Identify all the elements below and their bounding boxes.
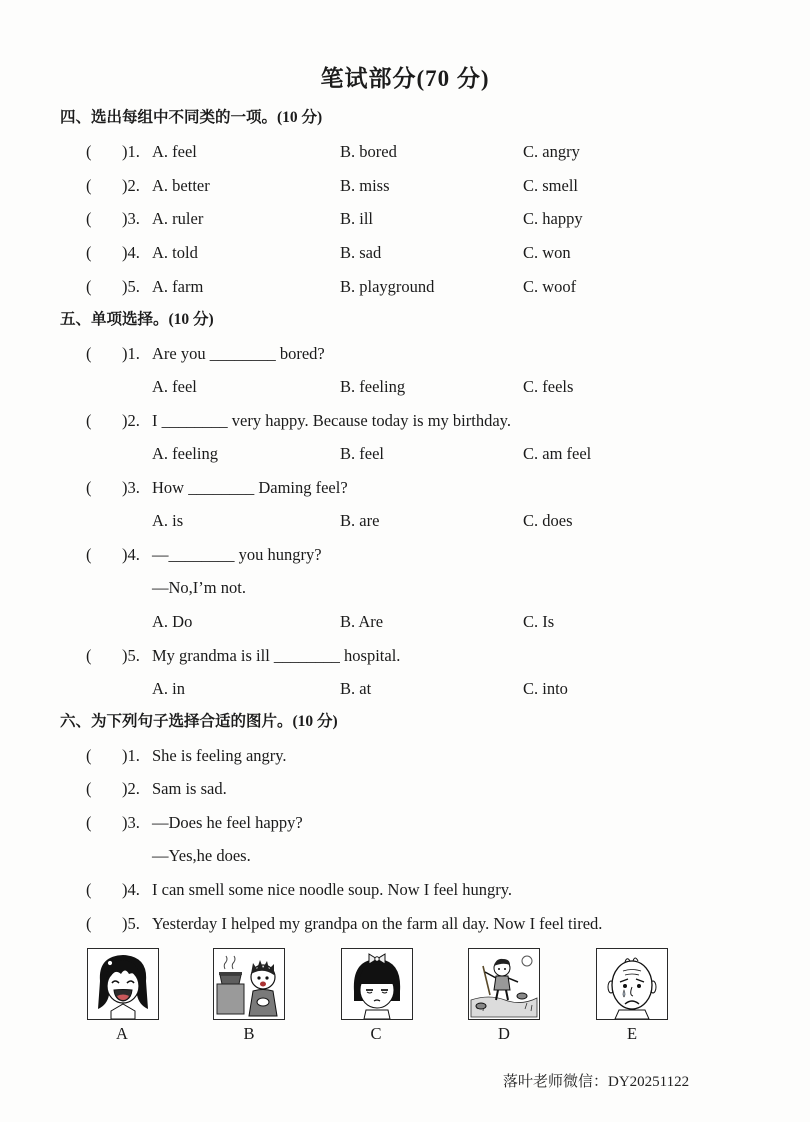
option-a: A. ruler [152,209,204,228]
question-num: 1. [127,746,140,765]
answer-bracket-open: ( [86,209,92,228]
question-number [122,175,140,197]
question-num: 4. [127,243,140,262]
picture-c [341,948,413,1020]
option-a: A. in [152,679,185,698]
question-number [122,343,140,365]
answer-bracket-open: ( [86,142,92,161]
option-c: C. won [523,243,571,262]
answer-bracket-open: ( [86,478,92,497]
question-num: 4. [127,880,140,899]
option-c: C. smell [523,176,579,195]
sad-old-man-illustration [597,949,667,1019]
s4-question-1 [0,141,810,163]
question-stem: —Does he feel happy? [152,813,303,832]
question-number [122,477,140,499]
answer-bracket-close: ) [122,646,128,665]
question-stem: Sam is sad. [152,779,227,798]
s5-question-4-reply [0,577,810,599]
question-num: 2. [127,779,140,798]
option-a: A. feeling [152,444,218,463]
question-stem: Yesterday I helped my grandpa on the farm all day. Now I feel tired. [152,914,603,933]
answer-bracket-close: ) [122,176,128,195]
question-number [122,645,140,667]
question-num: 3. [127,209,140,228]
question-num: 3. [127,478,140,497]
answer-bracket-open: ( [86,813,92,832]
s5-question-3-options [0,510,810,532]
answer-bracket-close: ) [122,779,128,798]
question-num: 1. [127,344,140,363]
option-b: B. sad [340,243,382,262]
question-number [122,544,140,566]
s6-question-2 [0,778,810,800]
question-stem: I ________ very happy. Because today is my birthday. [152,411,511,430]
section-6-heading: 六、为下列句子选择合适的图片。(10 分) [60,713,338,730]
s5-question-5 [0,645,810,667]
s6-question-1 [0,745,810,767]
question-number [122,410,140,432]
option-a: A. Do [152,612,193,631]
question-number [122,208,140,230]
option-c: C. am feel [523,444,592,463]
question-num: 5. [127,646,140,665]
hungry-boy-illustration [214,949,284,1019]
answer-bracket-open: ( [86,746,92,765]
answer-bracket-open: ( [86,411,92,430]
s5-question-2 [0,410,810,432]
option-c: C. Is [523,612,555,631]
question-num: 1. [127,142,140,161]
laughing-girl-illustration [88,949,158,1019]
s5-question-4-options [0,611,810,633]
question-stem: She is feeling angry. [152,746,287,765]
page-title: 笔试部分(70 分) [320,66,490,91]
question-stem: I can smell some nice noodle soup. Now I feel hungry. [152,880,513,899]
s4-question-3 [0,208,810,230]
answer-bracket-open: ( [86,277,92,296]
s5-question-5-options [0,678,810,700]
option-b: B. at [340,679,372,698]
s4-question-4 [0,242,810,264]
question-number [122,879,140,901]
question-number [122,276,140,298]
answer-bracket-open: ( [86,243,92,262]
option-c: C. angry [523,142,580,161]
picture-e [596,948,668,1020]
answer-bracket-close: ) [122,277,128,296]
option-b: B. ill [340,209,374,228]
s4-question-5 [0,276,810,298]
question-stem: How ________ Daming feel? [152,478,348,497]
option-b: B. Are [340,612,384,631]
option-c: C. does [523,511,573,530]
answer-bracket-open: ( [86,545,92,564]
answer-bracket-open: ( [86,344,92,363]
s6-question-4 [0,879,810,901]
farm-boy-illustration [469,949,539,1019]
section-5-heading: 五、单项选择。(10 分) [60,311,214,328]
section-4-heading: 四、选出每组中不同类的一项。(10 分) [60,109,323,126]
picture-a [87,948,159,1020]
s6-question-3-reply [0,845,810,867]
question-number [122,141,140,163]
option-b: B. bored [340,142,397,161]
s4-question-2 [0,175,810,197]
option-b: B. are [340,511,380,530]
bob-hair-girl-illustration [342,949,412,1019]
footer-contact: 落叶老师微信：DY20251122 [503,1074,690,1090]
answer-bracket-close: ) [122,746,128,765]
question-num: 2. [127,411,140,430]
question-num: 5. [127,277,140,296]
option-b: B. playground [340,277,435,296]
option-a: A. farm [152,277,204,296]
question-number [122,812,140,834]
answer-bracket-close: ) [122,411,128,430]
option-b: B. miss [340,176,390,195]
picture-label-c: C [370,1024,382,1043]
option-b: B. feeling [340,377,406,396]
option-a: A. is [152,511,184,530]
answer-bracket-open: ( [86,176,92,195]
dialogue-reply: —No,I’m not. [152,578,246,597]
answer-bracket-close: ) [122,545,128,564]
option-b: B. feel [340,444,384,463]
question-num: 2. [127,176,140,195]
answer-bracket-close: ) [122,813,128,832]
answer-bracket-close: ) [122,880,128,899]
option-a: A. feel [152,142,197,161]
question-number [122,745,140,767]
picture-label-d: D [498,1024,510,1043]
answer-bracket-close: ) [122,914,128,933]
s5-question-1 [0,343,810,365]
option-a: A. told [152,243,198,262]
answer-bracket-close: ) [122,142,128,161]
dialogue-reply: —Yes,he does. [152,846,251,865]
answer-bracket-open: ( [86,779,92,798]
s5-question-4 [0,544,810,566]
picture-b [213,948,285,1020]
option-c: C. happy [523,209,583,228]
answer-bracket-close: ) [122,344,128,363]
answer-bracket-close: ) [122,478,128,497]
option-c: C. woof [523,277,577,296]
answer-bracket-open: ( [86,914,92,933]
question-num: 3. [127,813,140,832]
option-c: C. feels [523,377,574,396]
answer-bracket-close: ) [122,243,128,262]
picture-label-b: B [243,1024,255,1043]
answer-bracket-open: ( [86,880,92,899]
question-num: 4. [127,545,140,564]
question-num: 5. [127,914,140,933]
option-a: A. feel [152,377,197,396]
question-stem: —________ you hungry? [152,545,322,564]
picture-label-a: A [116,1024,128,1043]
question-number [122,242,140,264]
s5-question-1-options [0,376,810,398]
option-c: C. into [523,679,568,698]
s5-question-3 [0,477,810,499]
question-stem: Are you ________ bored? [152,344,325,363]
question-number [122,913,140,935]
picture-label-e: E [626,1024,638,1043]
answer-bracket-close: ) [122,209,128,228]
question-stem: My grandma is ill ________ hospital. [152,646,401,665]
s6-question-5 [0,913,810,935]
answer-bracket-open: ( [86,646,92,665]
question-number [122,778,140,800]
option-a: A. better [152,176,210,195]
s6-question-3 [0,812,810,834]
picture-d [468,948,540,1020]
s5-question-2-options [0,443,810,465]
